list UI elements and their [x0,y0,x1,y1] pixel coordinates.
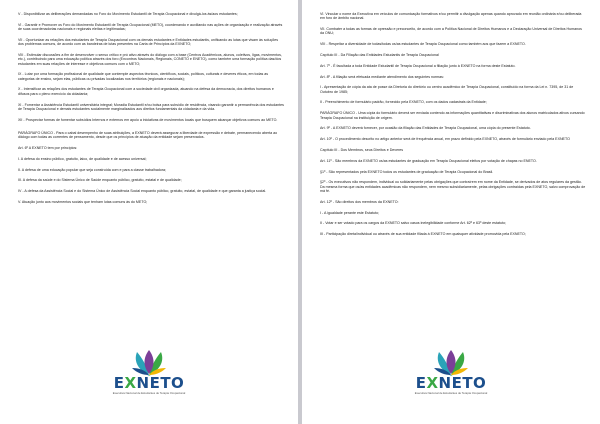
left-paragraph: VIII - Estimular discussões a fim de desenvolver o senso crítico e pró ativo através do diálogo com a base (Centros Acadêmicos, alunos, coletivos, ligas, movimentos, etc.), contribuindo para uma educação política através dos foro (Encontros Nacionais, Regionais, CONETO e ENETO), como também uma formação política das/dos estudantes em suas relações de interesse e objetivos comuns com o METO; [18,52,282,66]
left-paragraph: V - Disponibilizar as deliberações demandadas no Foro do Movimento Estudantil de Terapia Ocupacional e divulgá-los às/aos estudantes; [18,12,238,16]
right-page-text [320,12,586,236]
right-paragraph: Art. 8º - A filiação será efetuada mediante atendimento dos seguintes normas: [320,74,444,79]
left-paragraph: III. A defesa da saúde e do Sistema Único de Saúde enquanto público, gratuito, estatal e de qualidade; [18,178,182,183]
exneto-logo [391,348,511,395]
logo-wordmark: EXNETO [113,374,185,392]
chapter-heading: Capítulo III - Da Filiação das Entidades Estudantis de Terapia Ocupacional [320,52,439,57]
left-paragraph: I. A defesa do ensino público, gratuito, laico, de qualidade e de acesso universal; [18,156,147,161]
left-page-text [18,12,284,204]
right-paragraph: II - Preenchimento de formulário padrão, fornecido pela EXNETO, com os dados cadastrais da Entidade; [320,100,487,105]
right-page [302,0,600,424]
chapter-heading: Capítulo III - Dos Membros, seus Direitos e Deveres [320,147,404,152]
right-paragraph: II - Votar e ser votado para os cargos da EXNETO salvo casos inelegibilidade conforme Art. 62º e 63º deste estatuto; [320,221,506,226]
right-paragraph: VIII - Respeitar a diversidade de todas/todas os/as estudantes de Terapia Ocupacional como também aos que fazem a EXNETO. [320,42,526,47]
left-paragraph: VI - Garantir e Promover os Foro do Movimento Estudantil de Terapia Ocupacional (METO), coordenando e auxiliando nas ações de organização e realização através de suas coordenadorias nacionais e regionais eleitas e legitimadas; [18,22,283,32]
left-paragraph: II. A defesa de uma educação popular que seja construída com e para a classe trabalhadora; [18,167,167,172]
left-paragraph: VII - Oportunizar as relações dos estudantes de Terapia Ocupacional com os demais estudantes e Entidades estudantis, unificando as lutas que visam às soluções dos problemas comuns, de acordo com as bandeiras de lutas presentes na Carta de Princípios da EXNETO; [18,37,279,47]
logo-tagline: Executiva Nacional de Estudantes de Terapia Ocupacional [112,391,186,395]
left-paragraph: PARÁGRAFO ÚNICO - Para o cabal desempenho de suas atribuições, a EXNETO deverá assegurar a liberdade de expressão e debate, permanecendo aberta ao diálogo com todas as correntes de pensamento, desde que os princípios de atuação da entidade sejam preservados. [18,130,278,140]
left-paragraph: XI - Fomentar a Assistência Estudantil universitária integral; Moradia Estudantil e/ou bolsa para subsídio de residência, visando garantir a permanência dos estudantes de Terapia Ocupacional e demais estudantes socialmente marginalizados aos direitos fundamentais da cidadania e da vida. [18,102,284,111]
right-paragraph: III - Participação direta/individual ou através de sua entidade filiada à EXNETO em quaisquer atividade promovida pela EXNETO; [320,232,526,237]
left-paragraph: XII - Prospectar formas de fomentar subsídios Internos e externos em apoio a iniciativas de movimentos locais que busquem alcançar objetivos comuns ao METO. [18,117,278,122]
right-paragraph: Art. 11º - São membros da EXNETO os/as estudantes de graduação em Terapia Ocupacional eleitos por votação de chapas no ENETO. [320,158,537,163]
right-paragraph: §1º - São representados pela EXNETO todos os estudantes de graduação de Terapia Ocupacional do Brasil. [320,169,494,174]
right-paragraph: §2º - Os executivos não respondem, individual ou solidariamente pelas obrigações que contraírem em nome da Entidade, se derivados de atos regulares da gestão. Da mesma forma que os/as entidades acadêmicas não respondem, nem mesmo subsidiariamente, pelas obrigações contraídas pela EXNETO, salvo comprovação de má fé. [320,180,586,193]
right-paragraph: Art. 7º - É facultada a toda Entidade Estudantil de Terapia Ocupacional a filiação junto à EXNETO na forma deste Estatuto. [320,63,516,68]
right-paragraph: VI. Vincular o nome da Executiva em veículos de comunicação formativos e/ou permitir a divulgação apenas quando aprovado em reunião ordinária e/ou deliberada em foro de âmbito nacional. [320,12,582,21]
right-paragraph: I - A igualdade perante este Estatuto; [320,210,379,215]
left-paragraph: IV - A defesa da Assistência Social e do Sistema Único de Assistência Social enquanto público, gratuito, estatal, de qualidade e que garanta a justiça social. [18,189,267,194]
left-paragraph: Art. 6º A EXNETO tem por princípios: [18,146,78,151]
right-paragraph: PARÁGRAFO ÚNICO - Uma cópia do formulário deverá ser enviada contendo as informações quantitativas e discriminativas dos alunos matriculados ativos cursando Terapia Ocupacional na instituição de origem. [320,111,585,120]
right-paragraph: VII. Combater a todas as formas de opressão e preconceito, de acordo com a Política Nacional de Direitos Humanos e a Declaração Universal de Direitos Humanos da ONU; [320,27,582,36]
left-paragraph: IX - Lutar por uma formação profissional de qualidade que contemple aspectos técnicos, científicos, sociais, políticos, culturais e deveres éticos, em todas as categorias de ensino, sejam elas, públicas ou privadas localizadas nos territórios (regionais e nacionais); [18,72,269,81]
right-paragraph: I - Apresentação de cópia da ata de posse da Diretoria do diretório ou centro acadêmico de Terapia Ocupacional, constituído na forma da Lei n. 7395, de 31 de Outubro de 1985; [320,85,574,94]
left-page [0,0,298,424]
right-paragraph: Art. 9º - A EXNETO deverá fornecer, por ocasião da filiação das Entidades de Terapia Ocupacional, uma cópia do presente Estatuto. [320,126,531,131]
left-paragraph: V. Atuação junto aos movimentos sociais que tenham lutas comuns às do METO; [18,200,148,205]
right-paragraph: Art. 10º - O procedimento descrito no artigo anterior será de frequência anual, em prazo definido pela EXNETO, através de formulário enviado pela EXNETO [320,137,570,142]
right-paragraph: Art. 12º - São direitos dos membros da EXNETO: [320,199,399,204]
logo-tagline: Executiva Nacional de Estudantes de Terapia Ocupacional [414,391,488,395]
logo-wordmark: EXNETO [415,374,487,392]
exneto-logo [89,348,209,395]
left-paragraph: X - Intensificar as relações dos estudantes de Terapia Ocupacional com a sociedade civil organizada, atuando na defesa da democracia, dos direitos humanos e difusos para o pleno exercício da cidadania; [18,87,274,96]
